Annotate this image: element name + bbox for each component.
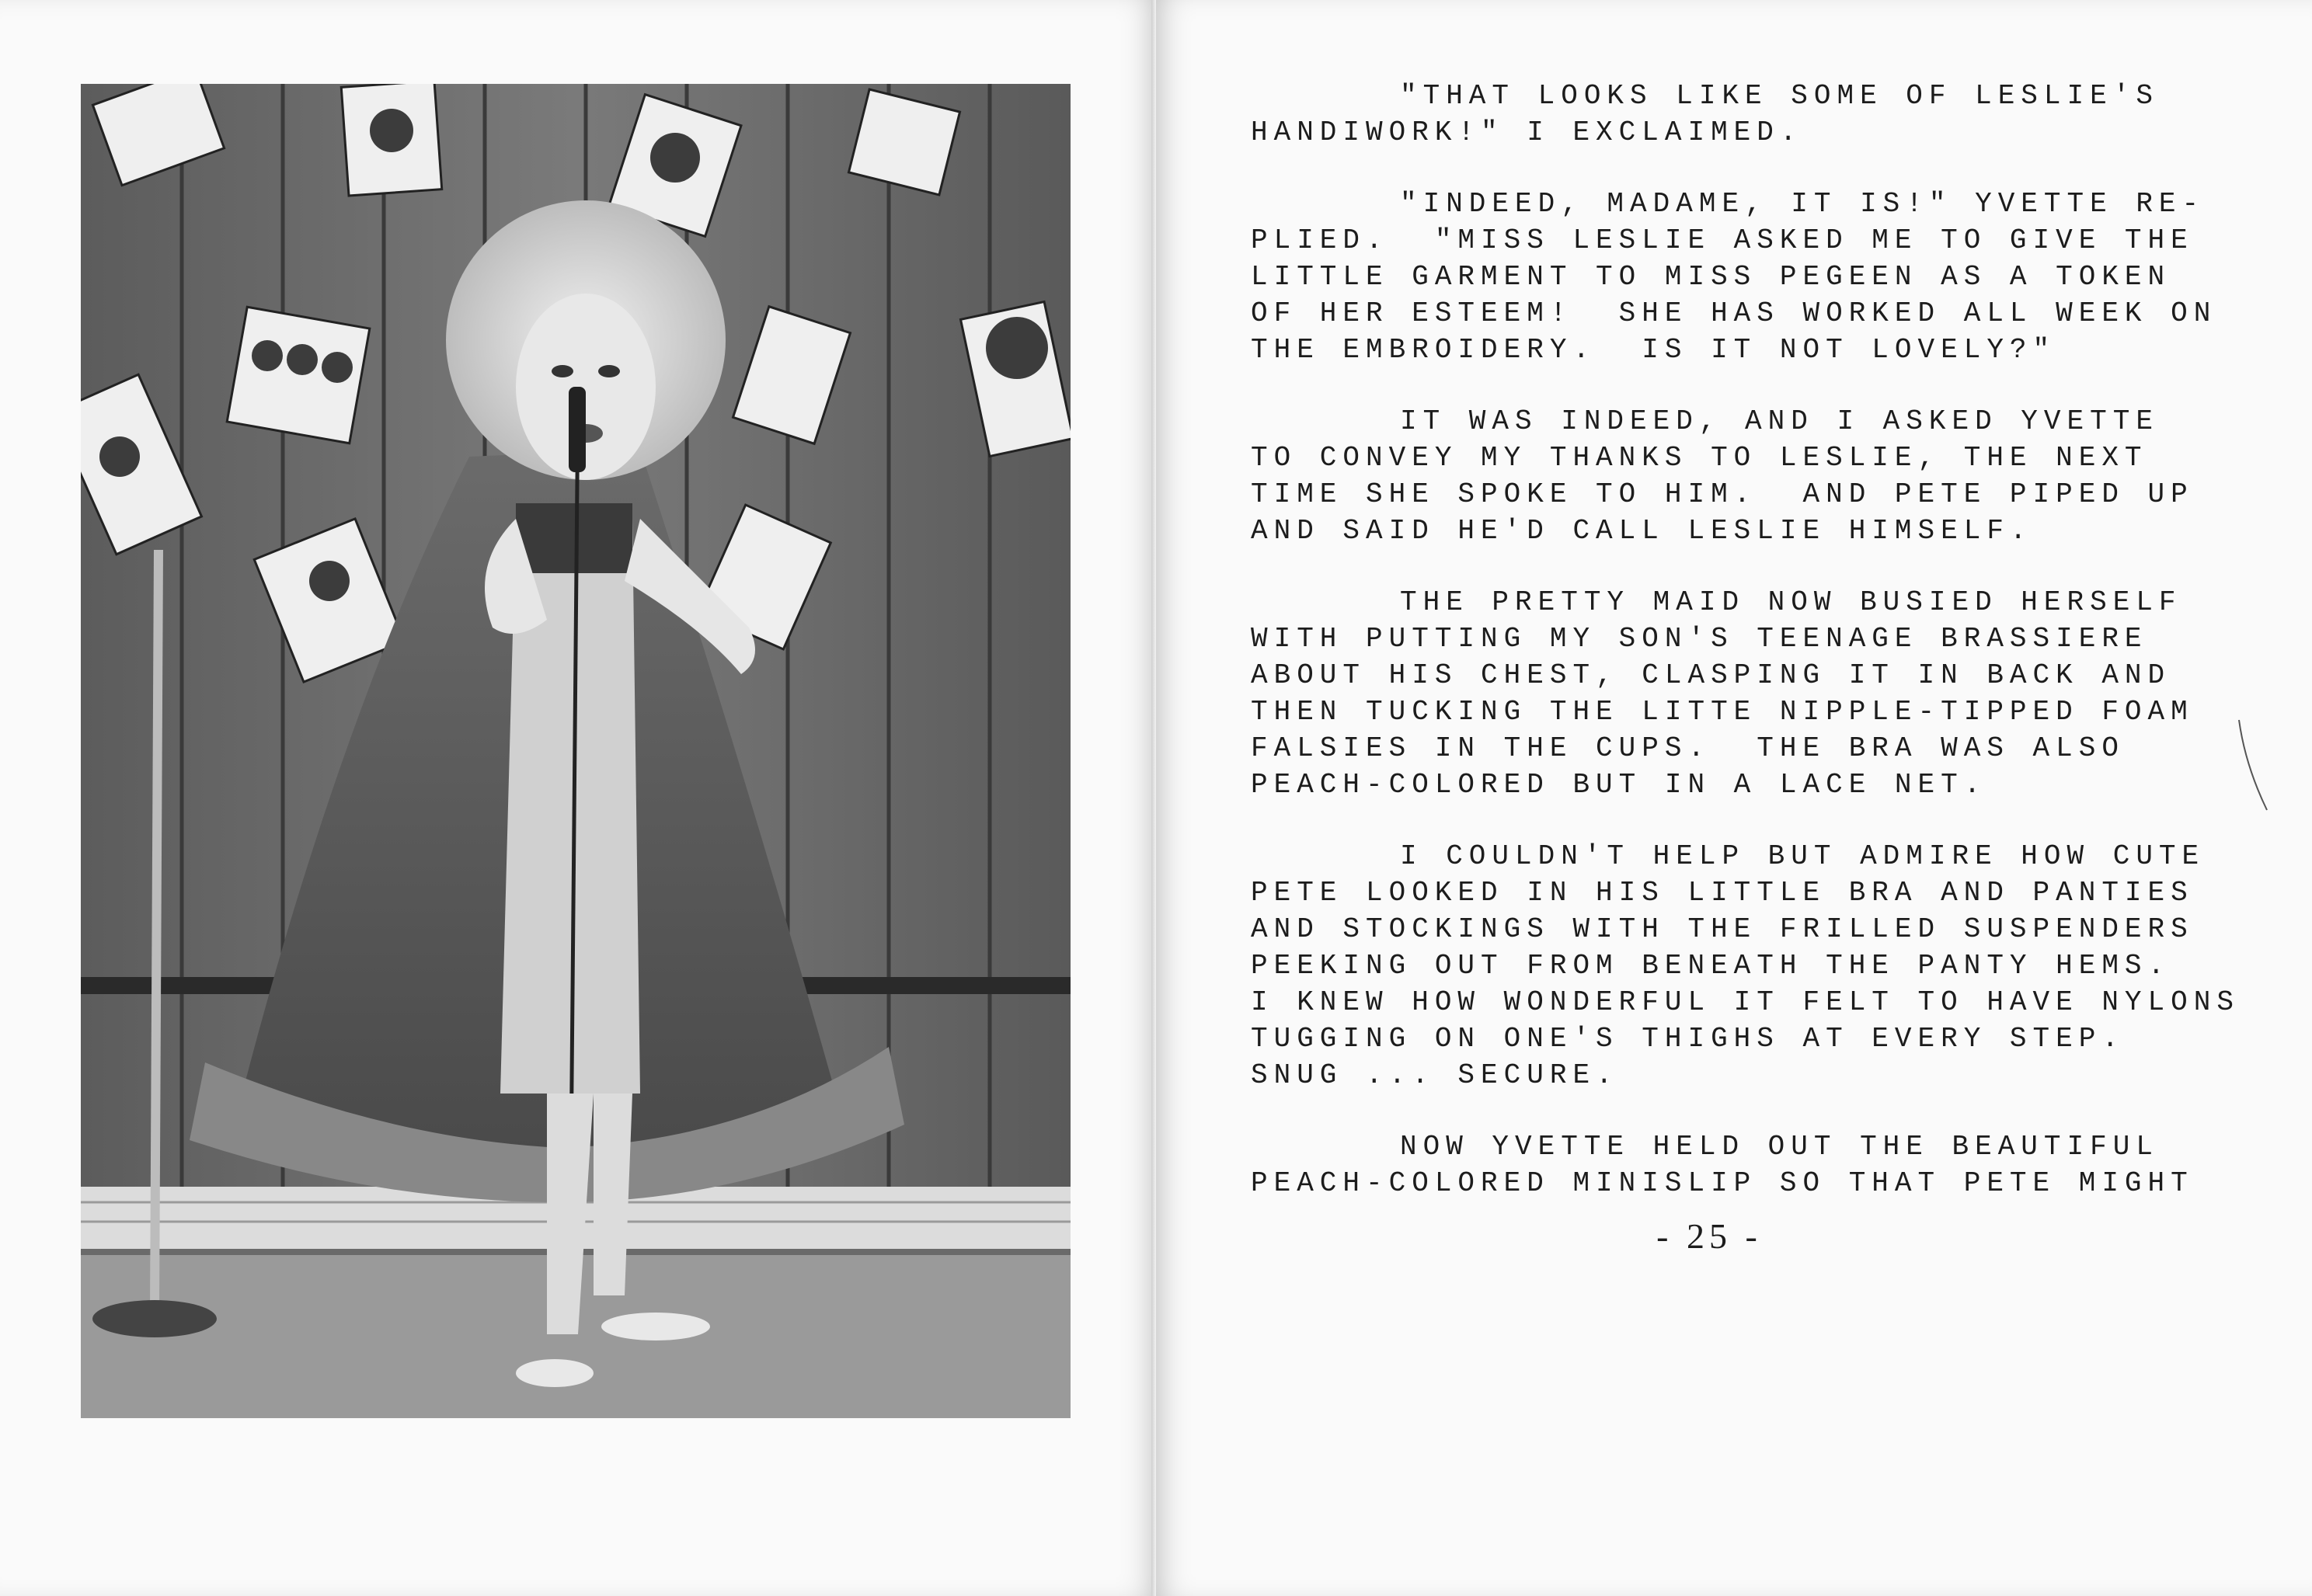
text-line: PEACH-COLORED MINISLIP SO THAT PETE MIGHT	[1251, 1167, 2194, 1199]
text-line: AND SAID HE'D CALL LESLIE HIMSELF.	[1251, 515, 2033, 547]
text-line: PEEKING OUT FROM BENEATH THE PANTY HEMS.	[1251, 950, 2171, 982]
text-line: TIME SHE SPOKE TO HIM. AND PETE PIPED UP	[1251, 478, 2194, 510]
text-line: LITTLE GARMENT TO MISS PEGEEN AS A TOKEN	[1251, 261, 2171, 293]
text-line: SNUG ... SECURE.	[1251, 1059, 1619, 1091]
paragraph-1	[1251, 78, 2159, 151]
pencil-mark-icon	[2237, 718, 2268, 812]
paragraph-5	[1251, 838, 2240, 1094]
text-line: I COULDN'T HELP BUT ADMIRE HOW CUTE	[1400, 840, 2206, 872]
text-line: THE EMBROIDERY. IS IT NOT LOVELY?"	[1251, 334, 2056, 366]
text-line: IT WAS INDEED, AND I ASKED YVETTE	[1400, 405, 2159, 437]
text-line: "INDEED, MADAME, IT IS!" YVETTE RE-	[1400, 188, 2206, 220]
text-line: THE PRETTY MAID NOW BUSIED HERSELF	[1400, 586, 2182, 618]
page-number: - 25 -	[1656, 1216, 1762, 1256]
paragraph-4	[1251, 584, 2194, 803]
text-line: PLIED. "MISS LESLIE ASKED ME TO GIVE THE	[1251, 224, 2194, 256]
text-line: HANDIWORK!" I EXCLAIMED.	[1251, 116, 1803, 148]
performer-photo	[81, 84, 1071, 1418]
paragraph-2	[1251, 186, 2217, 368]
paragraph-3	[1251, 403, 2194, 549]
text-line: TUGGING ON ONE'S THIGHS AT EVERY STEP.	[1251, 1023, 2125, 1055]
text-line: OF HER ESTEEM! SHE HAS WORKED ALL WEEK ON	[1251, 297, 2217, 329]
text-line: TO CONVEY MY THANKS TO LESLIE, THE NEXT	[1251, 442, 2148, 474]
paragraph-6	[1251, 1128, 2194, 1201]
text-line: ABOUT HIS CHEST, CLASPING IT IN BACK AND	[1251, 659, 2171, 691]
text-line: NOW YVETTE HELD OUT THE BEAUTIFUL	[1400, 1131, 2159, 1163]
text-line: AND STOCKINGS WITH THE FRILLED SUSPENDERS	[1251, 913, 2194, 945]
text-line: PEACH-COLORED BUT IN A LACE NET.	[1251, 769, 1987, 801]
text-line: WITH PUTTING MY SON'S TEENAGE BRASSIERE	[1251, 623, 2148, 655]
text-line: THEN TUCKING THE LITTE NIPPLE-TIPPED FOAM	[1251, 696, 2194, 728]
text-line: FALSIES IN THE CUPS. THE BRA WAS ALSO	[1251, 732, 2125, 764]
text-line: "THAT LOOKS LIKE SOME OF LESLIE'S	[1400, 80, 2159, 112]
stage-performer-photo-icon	[81, 84, 1071, 1418]
story-text	[1251, 78, 2240, 1201]
text-line: I KNEW HOW WONDERFUL IT FELT TO HAVE NYLONS	[1251, 986, 2240, 1018]
text-line: PETE LOOKED IN HIS LITTLE BRA AND PANTIES	[1251, 877, 2194, 909]
